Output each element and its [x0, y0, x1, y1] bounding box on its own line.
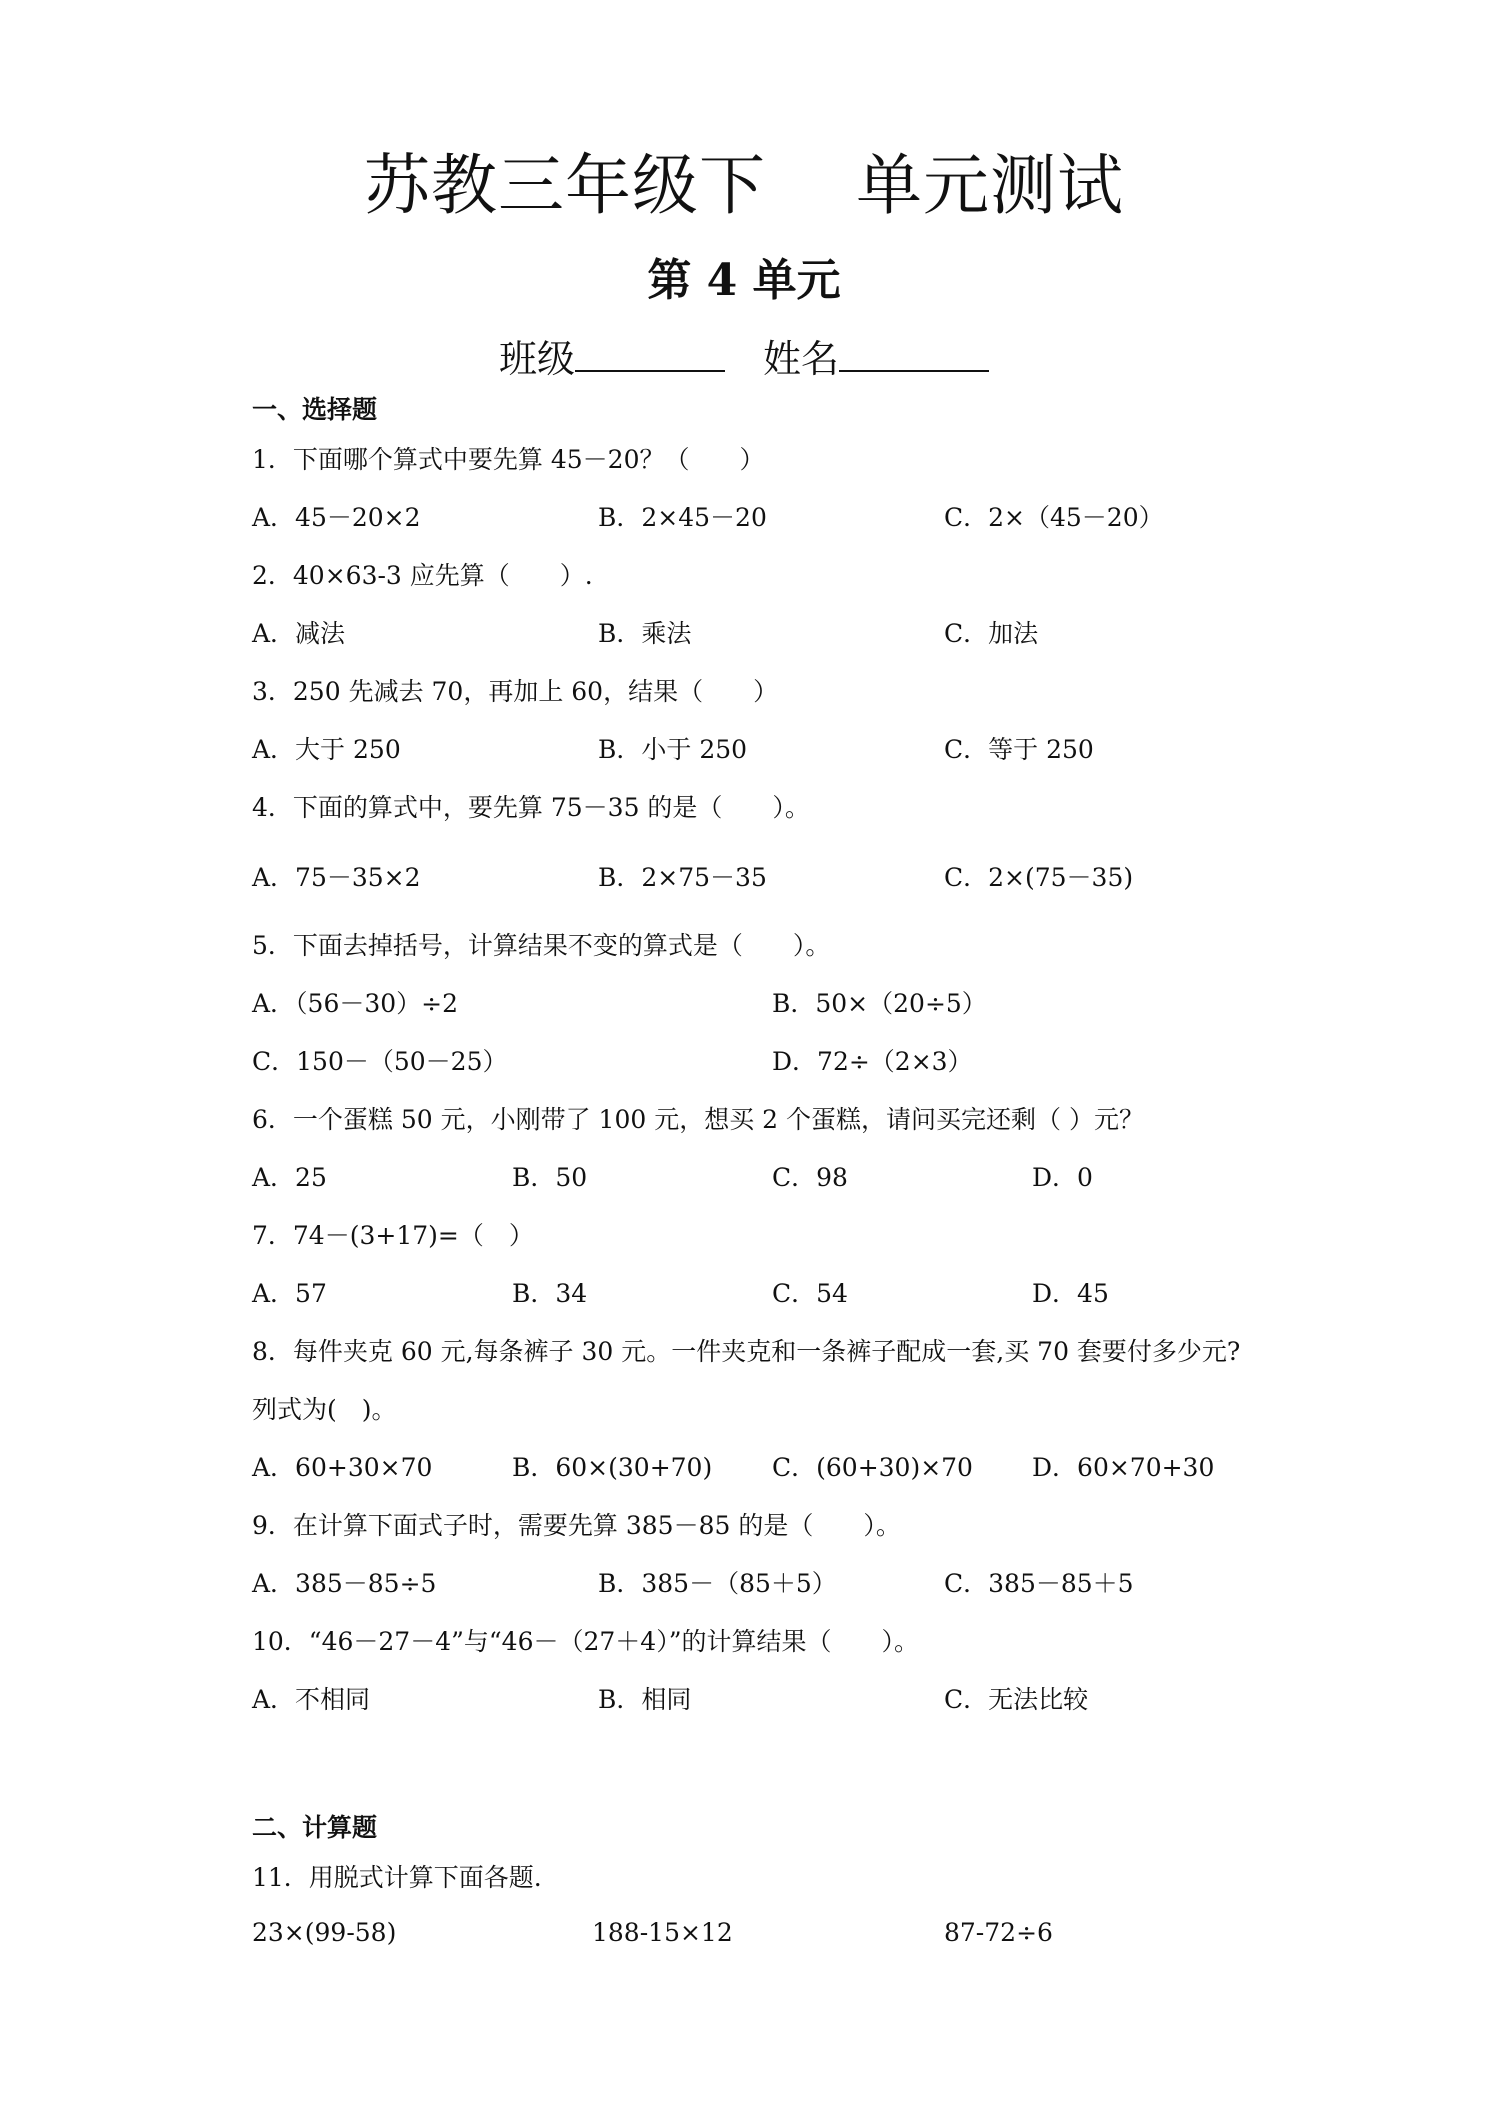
q6-option-b: B．50 [512, 1163, 588, 1192]
q5-option-d: D．72÷（2×3） [772, 1047, 973, 1076]
calc-item-3: 87-72÷6 [944, 1918, 1053, 1947]
q1-option-a: A．45－20×2 [252, 503, 421, 532]
q5-option-c: C．150－（50－25） [252, 1047, 508, 1076]
section-title-calculation: 二、计算题 [252, 1813, 378, 1842]
q9-option-a: A．385－85÷5 [252, 1569, 437, 1598]
q10-option-b: B．相同 [598, 1685, 692, 1714]
section-title-choice: 一、选择题 [252, 395, 378, 424]
q8-option-c: C．(60+30)×70 [772, 1453, 973, 1482]
q9-option-b: B．385－（85＋5） [598, 1569, 837, 1598]
class-blank[interactable] [575, 336, 725, 372]
q3-option-c: C．等于 250 [944, 735, 1094, 764]
q8-option-a: A．60+30×70 [252, 1453, 433, 1482]
student-info-row [0, 328, 1488, 383]
unit-subtitle: 第 4 单元 [647, 255, 841, 306]
question-3: 3．250 先减去 70，再加上 60，结果（ ） [252, 677, 779, 706]
q4-option-c: C．2×(75－35) [944, 863, 1134, 892]
q1-option-b: B．2×45－20 [598, 503, 767, 532]
title-right: 单元测试 [856, 147, 1124, 224]
q5-option-a: A．（56－30）÷2 [252, 989, 459, 1018]
class-label: 班级 [498, 337, 575, 381]
q4-option-b: B．2×75－35 [598, 863, 767, 892]
question-7: 7．74－(3+17)=（ ） [252, 1221, 534, 1250]
q7-option-b: B．34 [512, 1279, 588, 1308]
q7-option-a: A．57 [252, 1279, 327, 1308]
q3-option-a: A．大于 250 [252, 735, 401, 764]
question-9: 9．在计算下面式子时，需要先算 385－85 的是（ ）。 [252, 1511, 901, 1540]
q7-option-d: D．45 [1032, 1279, 1109, 1308]
question-8: 8．每件夹克 60 元,每条裤子 30 元。一件夹克和一条裤子配成一套,买 70 套要付多少元? [252, 1337, 1241, 1366]
q9-option-c: C．385－85＋5 [944, 1569, 1134, 1598]
q2-option-a: A．减法 [252, 619, 346, 648]
q6-option-a: A．25 [252, 1163, 327, 1192]
q8-option-d: D．60×70+30 [1032, 1453, 1215, 1482]
q8-option-b: B．60×(30+70) [512, 1453, 713, 1482]
name-label: 姓名 [763, 337, 840, 381]
question-1: 1．下面哪个算式中要先算 45－20？（ ） [252, 445, 765, 474]
question-10: 10．“46－27－4”与“46－（27＋4）”的计算结果（ ）。 [252, 1627, 919, 1656]
q10-option-c: C．无法比较 [944, 1685, 1089, 1714]
q7-option-c: C．54 [772, 1279, 848, 1308]
q2-option-b: B．乘法 [598, 619, 692, 648]
question-11: 11．用脱式计算下面各题. [252, 1863, 542, 1892]
q5-option-b: B．50×（20÷5） [772, 989, 987, 1018]
q1-option-c: C．2×（45－20） [944, 503, 1164, 532]
q6-option-c: C．98 [772, 1163, 848, 1192]
q3-option-b: B．小于 250 [598, 735, 748, 764]
question-5: 5．下面去掉括号，计算结果不变的算式是（ ）。 [252, 931, 831, 960]
question-2: 2．40×63-3 应先算（ ）. [252, 561, 593, 590]
calc-item-1: 23×(99-58) [252, 1918, 397, 1947]
question-4: 4．下面的算式中，要先算 75－35 的是（ ）。 [252, 793, 810, 822]
page-title [0, 132, 1488, 227]
question-6: 6．一个蛋糕 50 元，小刚带了 100 元，想买 2 个蛋糕，请问买完还剩（ ）元？ [252, 1105, 1144, 1134]
q4-option-a: A．75－35×2 [252, 863, 421, 892]
name-blank[interactable] [839, 336, 989, 372]
title-left: 苏教三年级下 [364, 147, 766, 224]
q6-option-d: D．0 [1032, 1163, 1093, 1192]
calc-item-2: 188-15×12 [592, 1918, 733, 1947]
q2-option-c: C．加法 [944, 619, 1039, 648]
q10-option-a: A．不相同 [252, 1685, 371, 1714]
question-8-line2: 列式为( )。 [252, 1395, 397, 1424]
